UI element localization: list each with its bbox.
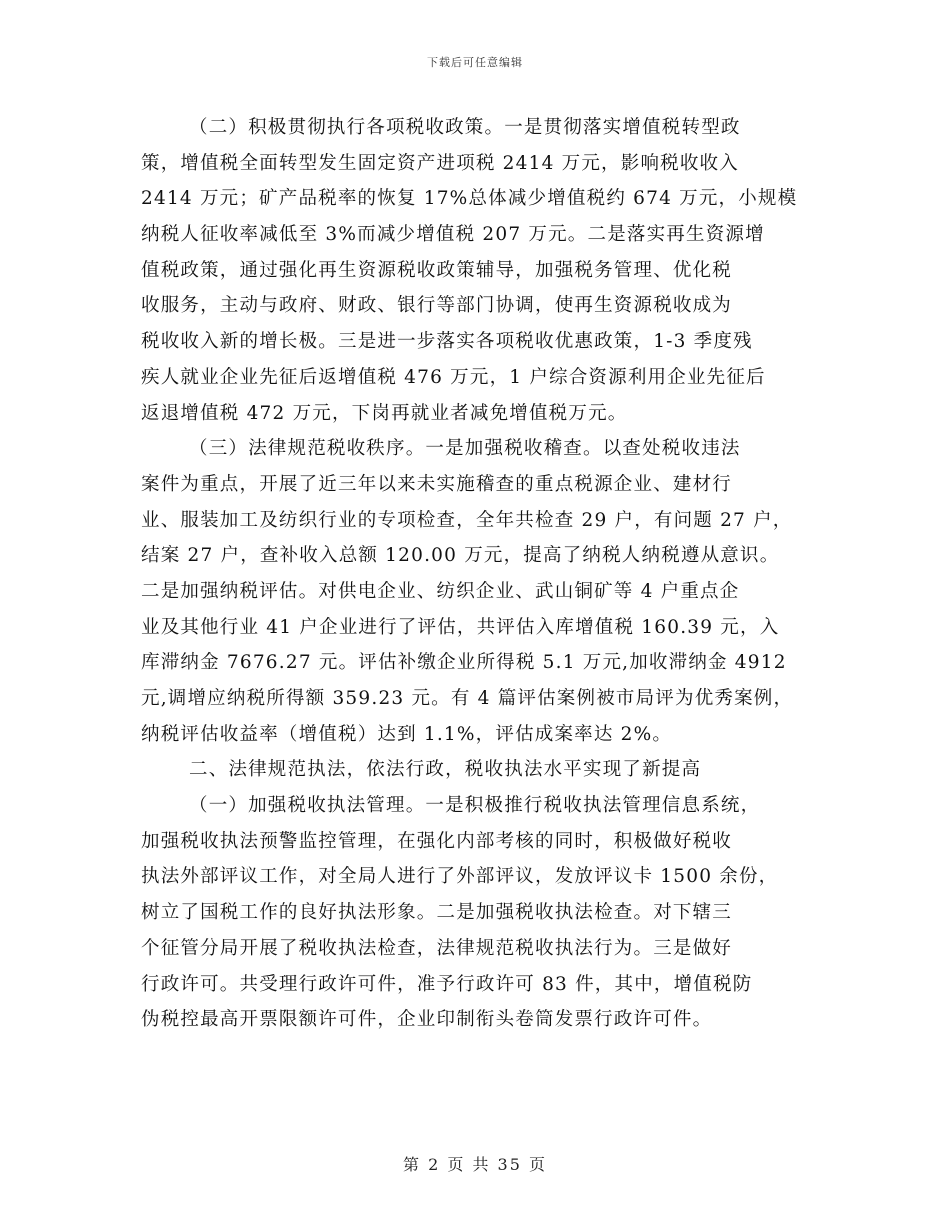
text-line: 返退增值税 472 万元，下岗再就业者减免增值税万元。	[141, 402, 628, 424]
text-line: 收服务，主动与政府、财政、银行等部门协调，使再生资源税收成为	[141, 295, 733, 317]
page-header-note: 下载后可任意编辑	[427, 56, 523, 69]
text-line: 二、法律规范执法，依法行政，税收执法水平实现了新提高	[189, 759, 702, 781]
text-line: 结案 27 户，查补收入总额 120.00 万元，提高了纳税人纳税遵从意识。	[141, 545, 780, 567]
text-line: 执法外部评议工作，对全局人进行了外部评议，发放评议卡 1500 余份，	[141, 866, 779, 888]
text-line: 伪税控最高开票限额许可件，企业印制衔头卷筒发票行政许可件。	[141, 1009, 713, 1031]
text-line: 策，增值税全面转型发生固定资产进项税 2414 万元，影响税收收入	[141, 152, 739, 174]
text-line: 税收收入新的增长极。三是进一步落实各项税收优惠政策，1-3 季度残	[141, 331, 753, 353]
document-body	[141, 110, 821, 1038]
text-line: 业及其他行业 41 户企业进行了评估，共评估入库增值税 160.39 元，入	[141, 616, 780, 638]
text-line: （三）法律规范税收秩序。一是加强税收稽查。以查处税收违法	[189, 438, 741, 460]
text-line: （二）积极贯彻执行各项税收政策。一是贯彻落实增值税转型政	[189, 117, 741, 138]
text-line: （一）加强税收执法管理。一是积极推行税收执法管理信息系统，	[189, 795, 761, 817]
text-line: 值税政策，通过强化再生资源税收政策辅导，加强税务管理、优化税	[141, 259, 733, 281]
text-line: 树立了国税工作的良好执法形象。二是加强税收执法检查。对下辖三	[141, 902, 733, 924]
text-line: 加强税收执法预警监控管理，在强化内部考核的同时，积极做好税收	[141, 830, 733, 852]
text-line: 二是加强纳税评估。对供电企业、纺织企业、武山铜矿等 4 户重点企	[141, 580, 740, 602]
page-number-footer: 第 2 页 共 35 页	[403, 1155, 547, 1174]
text-line: 2414 万元；矿产品税率的恢复 17%总体减少增值税约 674 万元，小规模	[141, 188, 798, 210]
text-line: 纳税人征收率减低至 3%而减少增值税 207 万元。二是落实再生资源增	[141, 224, 765, 246]
text-line: 纳税评估收益率（增值税）达到 1.1%，评估成案率达 2%。	[141, 723, 673, 745]
text-line: 库滞纳金 7676.27 元。评估补缴企业所得税 5.1 万元,加收滞纳金 4912	[141, 652, 787, 674]
text-line: 个征管分局开展了税收执法检查，法律规范税收执法行为。三是做好	[141, 937, 733, 959]
text-line: 元,调增应纳税所得额 359.23 元。有 4 篇评估案例被市局评为优秀案例，	[141, 688, 794, 709]
text-line: 行政许可。共受理行政许可件，准予行政许可 83 件，其中，增值税防	[141, 973, 753, 995]
text-line: 业、服装加工及纺织行业的专项检查，全年共检查 29 户，有问题 27 户，	[141, 509, 793, 531]
text-line: 案件为重点，开展了近三年以来未实施稽查的重点税源企业、建材行	[141, 473, 733, 495]
text-line: 疾人就业企业先征后返增值税 476 万元，1 户综合资源利用企业先征后	[141, 366, 766, 388]
